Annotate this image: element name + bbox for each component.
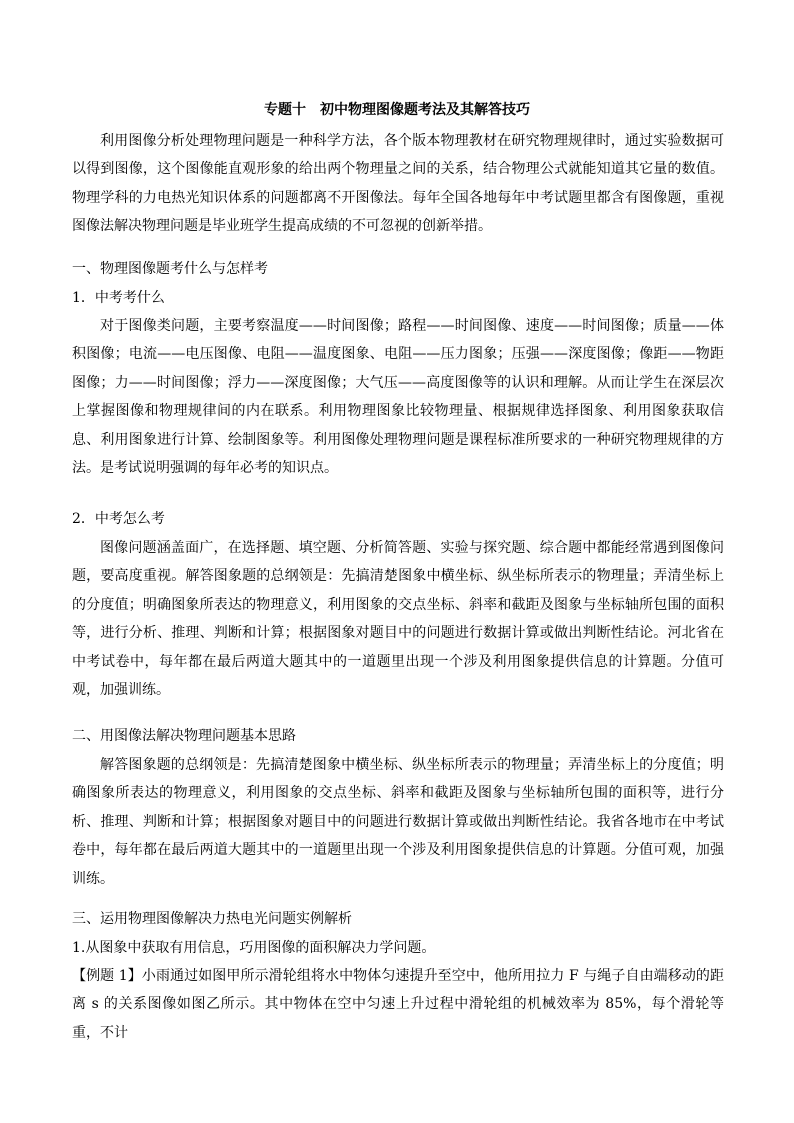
example-1-body: 小雨通过如图甲所示滑轮组将水中物体匀速提升至空中，他所用拉力 F 与绳子自由端移动的距离 s 的关系图像如图乙所示。其中物体在空中匀速上升过程中滑轮组的机械效率为 85%，每个滑轮等重，不计 <box>72 968 724 1041</box>
section-2-body: 解答图象题的总纲领是：先搞清楚图象中横坐标、纵坐标所表示的物理量；弄清坐标上的分度值；明确图象所表达的物理意义，利用图象的交点坐标、斜率和截距及图象与坐标轴所包围的面积等，进行分析、推理、判断和计算；根据图象对题目中的问题进行数据计算或做出判断性结论。我省各地市在中考试卷中，每年都在最后两道大题其中的一道题里出现一个涉及利用图象提供信息的计算题。分值可观，加强训练。 <box>72 757 724 887</box>
example-1-tag: 【例题 1】 <box>72 968 142 984</box>
intro-paragraph: 利用图像分析处理物理问题是一种科学方法，各个版本物理教材在研究物理规律时，通过实验数据可以得到图像，这个图像能直观形象的给出两个物理量之间的关系，结合物理公式就能知道其它量的数值。物理学科的力电热光知识体系的问题都离不开图像法。每年全国各地每年中考试题里都含有图像题，重视图像法解决物理问题是毕业班学生提高成绩的不可忽视的创新举措。 <box>72 133 724 235</box>
section-1-sub-1-heading: 1．中考考什么 <box>72 290 165 306</box>
section-1-sub-2-body: 图像问题涵盖面广，在选择题、填空题、分析简答题、实验与探究题、综合题中都能经常遇到图像问题，要高度重视。解答图象题的总纲领是：先搞清楚图象中横坐标、纵坐标所表示的物理量；弄清坐标上的分度值；明确图象所表达的物理意义，利用图象的交点坐标、斜率和截距及图象与坐标轴所包围的面积等，进行分析、推理、判断和计算；根据图象对题目中的问题进行数据计算或做出判断性结论。河北省在中考试卷中，每年都在最后两道大题其中的一道题里出现一个涉及利用图象提供信息的计算题。分值可观，加强训练。 <box>72 540 724 699</box>
section-1-sub-2-heading: 2．中考怎么考 <box>72 511 165 527</box>
section-1-sub-1-body: 对于图像类问题，主要考察温度——时间图像；路程——时间图像、速度——时间图像；质量——体积图像；电流——电压图像、电阻——温度图象、电阻——压力图象；压强——深度图像；像距——物距图像；力——时间图像；浮力——深度图像；大气压——高度图像等的认识和理解。从而让学生在深层次上掌握图像和物理规律间的内在联系。利用物理图象比较物理量、根据规律选择图象、利用图象获取信息、利用图象进行计算、绘制图象等。利用图像处理物理问题是课程标准所要求的一种研究物理规律的方法。是考试说明强调的每年必考的知识点。 <box>72 318 724 477</box>
section-3-sub-1-heading: 1.从图象中获取有用信息，巧用图像的面积解决力学问题。 <box>72 940 436 956</box>
section-3-heading: 三、运用物理图像解决力热电光问题实例解析 <box>72 911 352 927</box>
section-1-heading: 一、物理图像题考什么与怎样考 <box>72 261 268 277</box>
section-2-heading: 二、用图像法解决物理问题基本思路 <box>72 728 296 744</box>
example-1-paragraph <box>72 962 724 1047</box>
document-title: 专题十 初中物理图像题考法及其解答技巧 <box>264 102 530 118</box>
